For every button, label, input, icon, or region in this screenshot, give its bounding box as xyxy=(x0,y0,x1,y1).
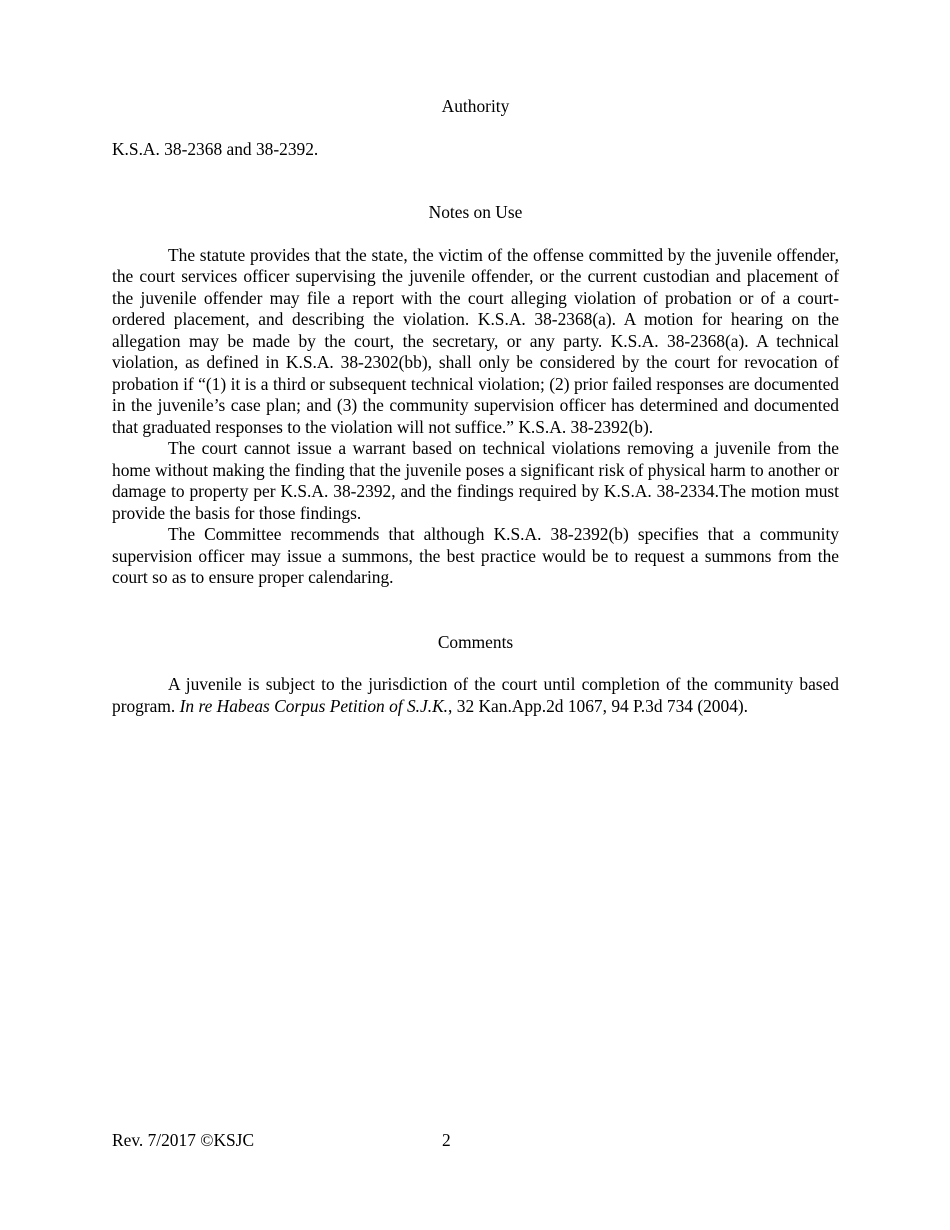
footer-revision: Rev. 7/2017 ©KSJC xyxy=(112,1130,255,1150)
comments-heading: Comments xyxy=(437,631,514,652)
comments-paragraph xyxy=(112,674,839,717)
notes-paragraph-3: The Committee recommends that although K.S.A. 38-2392(b) specifies that a community supervision officer may issue a summons, the best practice would be to request a summons from the court so as to ensure proper calendaring. xyxy=(112,524,839,587)
footer-page-number: 2 xyxy=(442,1130,451,1150)
notes-paragraph-2: The court cannot issue a warrant based on technical violations removing a juvenile from the home without making the finding that the juvenile poses a significant risk of physical harm to another or damage to property per K.S.A. 38-2392, and the findings required by K.S.A. 38-2334.The motion must provide the basis for those findings. xyxy=(112,438,839,523)
case-citation-name: In re Habeas Corpus Petition of S.J.K. xyxy=(179,695,449,716)
notes-on-use-heading: Notes on Use xyxy=(428,202,523,222)
comments-text-after: , 32 Kan.App.2d 1067, 94 P.3d 734 (2004). xyxy=(448,695,749,716)
notes-paragraph-1: The statute provides that the state, the victim of the offense committed by the juvenile offender, the court services officer supervising the juvenile offender, or the current custodian and placement of the juvenile offender may file a report with the court alleging violation of probation or of a court-ordered placement, and describing the violation. K.S.A. 38-2368(a). A motion for hearing on the allegation may be made by the court, the secretary, or any party. K.S.A. 38-2368(a). A technical violation, as defined in K.S.A. 38-2302(bb), shall only be considered by the court for revocation of probation if “(1) it is a third or subsequent technical violation; (2) prior failed responses are documented in the juvenile’s case plan; and (3) the community supervision officer has determined and documented that graduated responses to the violation will not suffice.” K.S.A. 38-2392(b). xyxy=(112,244,839,437)
authority-text: K.S.A. 38-2368 and 38-2392. xyxy=(112,138,319,159)
document-page xyxy=(112,96,839,717)
authority-heading: Authority xyxy=(441,96,510,116)
comments-text-before: A juvenile is subject to the jurisdiction of the court until completion of the community based program. xyxy=(112,674,839,716)
page-footer xyxy=(112,1130,839,1152)
